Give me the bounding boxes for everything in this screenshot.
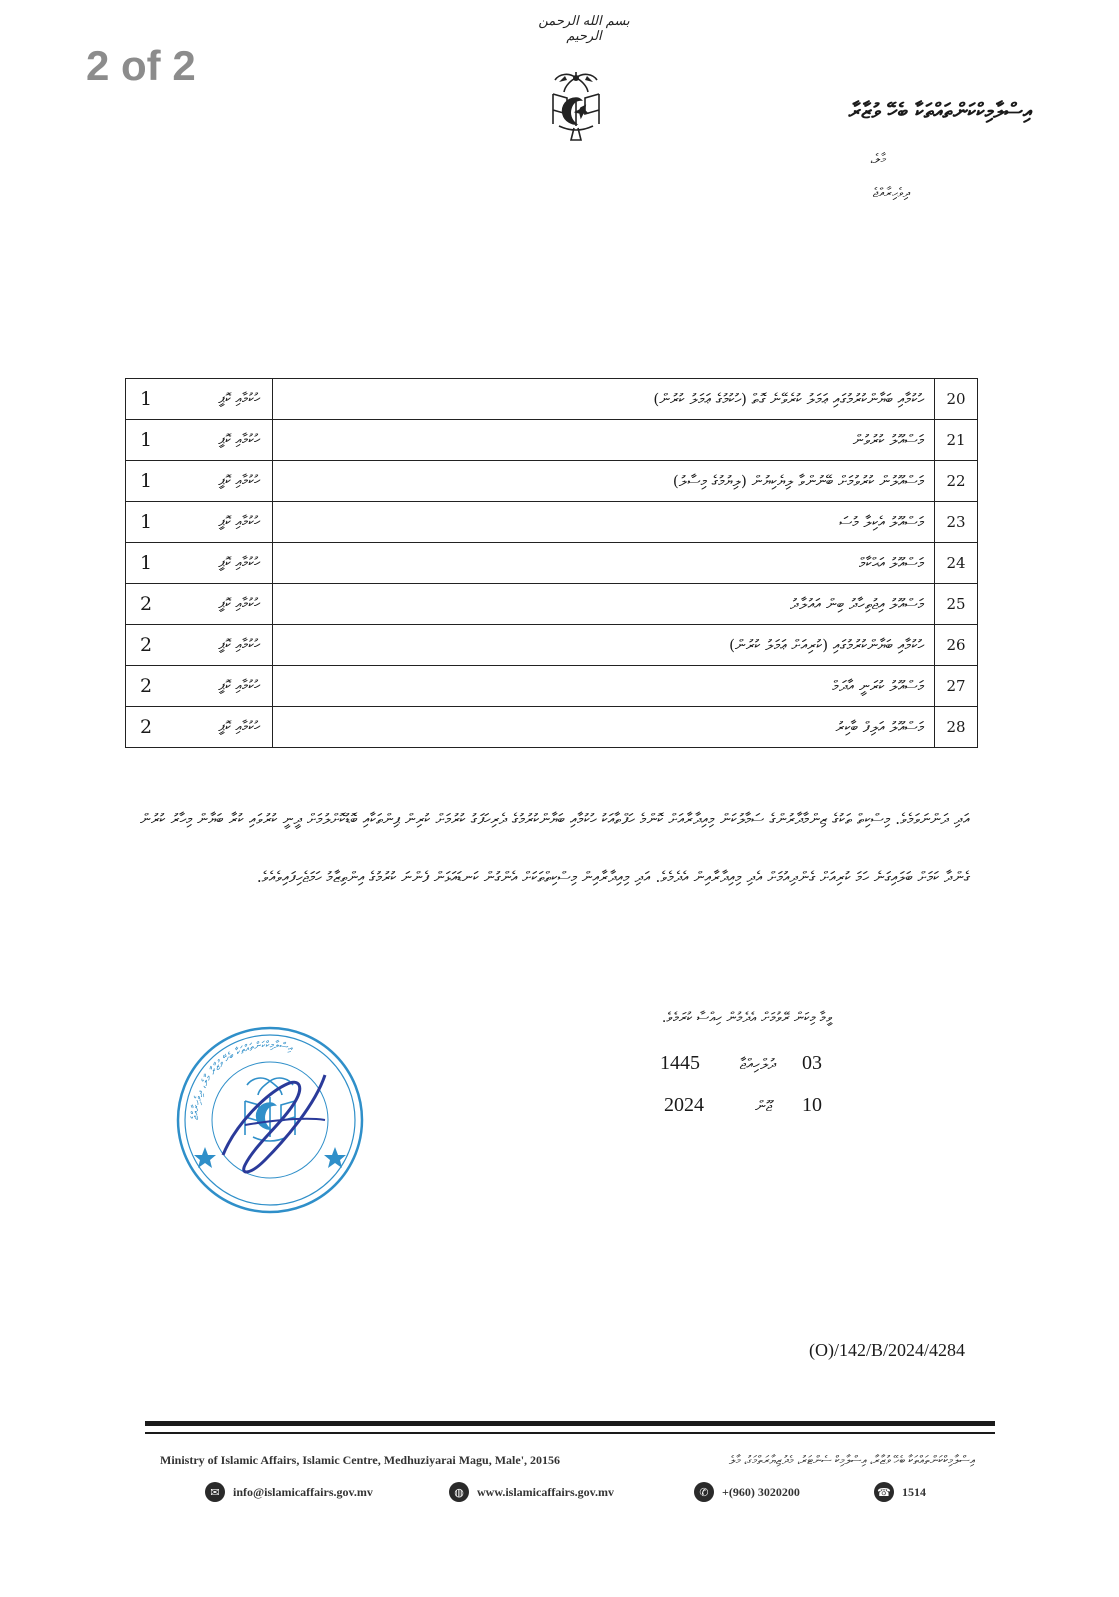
quantity-value: 1: [140, 388, 153, 410]
hijri-month: ދުލްހިއްޖާ: [739, 1055, 776, 1073]
quantity-value: 1: [140, 552, 153, 574]
signature-stroke: [223, 1075, 325, 1172]
hotline-icon: ☎: [874, 1482, 894, 1502]
phone-icon: ✆: [694, 1482, 714, 1502]
quantity-unit: ހުކުމާއި ކޮޕީ: [218, 391, 260, 407]
quantity-unit: ހުކުމާއި ކޮޕީ: [218, 637, 260, 653]
official-seal-icon: [175, 1025, 365, 1215]
body-paragraph: އަދި ދަންނަވަމެވެ. މިސްކިތް ތަކުގެ ޒިންމާދާރުންގެ ސަމާލުކަން މިއިދާރާއަށް ކޮންމެ ހަފްތާއަކު ހުކުމާއި ބަޔާންކުރުމުގެ ދެރިހަފަގު ކުރުމަށް ކުރިން ޕިންތަކާއި ބޮޑުކޮށްލުމަށް ދީނީ ކުރުވައި ކުރާ ބަޔާން މިހާރު ކުރުން ގެންދާ ކަމަށް ބަލައިގަނެ ހަމަ ކުރިއަށް ގެންދިއުމަށް އެދި މިއިދާރާއިން އެދެމެވެ. އަދި މިއިދާރާއިން މިސްކިތްތަކަށް އެންގުން ކަނޑައަޅަން ފެންނަ ކުރުމުގެ އިންތިޒާމު ހަމަޖެހިފައިވެއެވެ.: [140, 810, 970, 886]
closing-line: ވީމާ މިކަން ރޭވުމަށް އެދެމުން ހިއްސާ ކުރަމެވެ.: [661, 1010, 832, 1026]
quantity-cell: [126, 584, 273, 625]
quantity-value: 1: [140, 470, 153, 492]
quantity-unit: ހުކުމާއި ކޮޕީ: [218, 432, 260, 448]
page-counter: 2 of 2: [86, 42, 196, 89]
quantity-unit: ހުކުމާއި ކޮޕީ: [218, 473, 260, 489]
quantity-value: 2: [140, 634, 153, 656]
quantity-value: 2: [140, 716, 153, 738]
quantity-unit: ހުކުމާއި ކޮޕީ: [218, 514, 260, 530]
state-emblem-icon: [547, 68, 605, 144]
item-number: 24: [935, 543, 978, 584]
table-row: [126, 420, 978, 461]
item-name: މަސްއޫލުން ކުރުވުމަށް ބޭނުންވާ ލިޔެކިޔުން (ލިޔުމުގެ މިސާލު): [273, 461, 935, 502]
item-name: މަސްއޫލު ކުރަނީ އާދަމް: [273, 666, 935, 707]
quantity-cell: [126, 461, 273, 502]
quantity-cell: [126, 543, 273, 584]
hijri-year: 1445: [660, 1052, 700, 1074]
item-name: މަސްއޫލު ކުރުވުން: [273, 420, 935, 461]
gregorian-month: ޖޫން: [754, 1097, 772, 1115]
footer-divider-thin: [145, 1432, 995, 1434]
footer-website[interactable]: [449, 1482, 614, 1502]
quantity-unit: ހުކުމާއި ކޮޕީ: [218, 596, 260, 612]
gregorian-day: 10: [802, 1094, 822, 1116]
item-number: 27: [935, 666, 978, 707]
quantity-unit: ހުކުމާއި ކޮޕީ: [218, 555, 260, 571]
item-number: 23: [935, 502, 978, 543]
table-row: [126, 584, 978, 625]
item-number: 28: [935, 707, 978, 748]
quantity-cell: [126, 666, 273, 707]
table-row: [126, 379, 978, 420]
quantity-cell: [126, 379, 273, 420]
footer-divider: [145, 1421, 995, 1426]
quantity-unit: ހުކުމާއި ކޮޕީ: [218, 678, 260, 694]
item-name: މަސްއޫލު އެކިލާ މުސަ: [273, 502, 935, 543]
item-name: މަސްއޫލު އިޖުތިހާދު ބިން އައުލާދު: [273, 584, 935, 625]
country-dhivehi: ދިވެހިރާއްޖެ: [872, 186, 910, 201]
table-row: [126, 666, 978, 707]
hijri-day: 03: [802, 1052, 822, 1074]
ministry-name-dhivehi: އިސްލާމިކްކަންތައްތަކާ ބެހޭ ވުޒާރާ: [848, 98, 1032, 123]
address-dhivehi: އިސްލާމިކްކަންތައްތަކާ ބެހޭ ވުޒާރާ، އިސްލާމިކް ސެންޓަރު، މެދުޒިޔާރަތްމަގު، މާލެ: [728, 1453, 975, 1467]
city-dhivehi: މާލެ،: [869, 152, 886, 167]
seal-text: އިސްލާމިކްކަންތައްތަކާ ބެހޭ ވުޒާރާ މާލެ، ދިވެހިރާއްޖެ: [189, 1039, 295, 1121]
item-name: ހުކުމާއި ބަޔާންކުރުމުގައި ޢަމަލު ކުރެވޭނެ ގޮތް (ހުކުމުގެ ޢަމަލު ކުރުން): [273, 379, 935, 420]
table-row: [126, 707, 978, 748]
quantity-value: 1: [140, 429, 153, 451]
gregorian-year: 2024: [664, 1094, 704, 1116]
reference-number: (O)/142/B/2024/4284: [809, 1340, 965, 1360]
website-text: www.islamicaffairs.gov.mv: [477, 1484, 614, 1499]
address-english: Ministry of Islamic Affairs, Islamic Centre, Medhuziyarai Magu, Male', 20156: [160, 1453, 561, 1467]
quantity-value: 2: [140, 593, 153, 615]
item-number: 21: [935, 420, 978, 461]
quantity-unit: ހުކުމާއި ކޮޕީ: [218, 719, 260, 735]
bismillah-calligraphy: بسم الله الرحمن الرحيم: [538, 14, 630, 44]
item-number: 20: [935, 379, 978, 420]
item-name: މަސްއޫލު އަޙްކާމް: [273, 543, 935, 584]
phone-text: +(960) 3020200: [722, 1484, 800, 1499]
quantity-value: 2: [140, 675, 153, 697]
hotline-text: 1514: [902, 1484, 926, 1499]
item-name: ހުކުމާއި ބަޔާންކުރުމުގައި (ކުރިއަށް ޢަމަލު ކުރުން): [273, 625, 935, 666]
email-icon: ✉: [205, 1482, 225, 1502]
quantity-cell: [126, 625, 273, 666]
quantity-value: 1: [140, 511, 153, 533]
svg-text:އިސްލާމިކްކަންތައްތަކާ ބެހޭ ވު: [190, 1040, 295, 1120]
footer-email[interactable]: [205, 1482, 373, 1502]
item-number: 22: [935, 461, 978, 502]
items-table: [125, 378, 978, 748]
item-number: 26: [935, 625, 978, 666]
quantity-cell: [126, 420, 273, 461]
item-name: މަސްއޫލު އަލިފް ބާކިރު: [273, 707, 935, 748]
item-number: 25: [935, 584, 978, 625]
table-row: [126, 625, 978, 666]
globe-icon: ◍: [449, 1482, 469, 1502]
table-row: [126, 502, 978, 543]
footer-phone[interactable]: [694, 1482, 800, 1502]
quantity-cell: [126, 502, 273, 543]
footer-hotline[interactable]: [874, 1482, 926, 1502]
footer-address: [160, 1453, 975, 1468]
table-row: [126, 543, 978, 584]
table-row: [126, 461, 978, 502]
quantity-cell: [126, 707, 273, 748]
email-text: info@islamicaffairs.gov.mv: [233, 1484, 373, 1499]
